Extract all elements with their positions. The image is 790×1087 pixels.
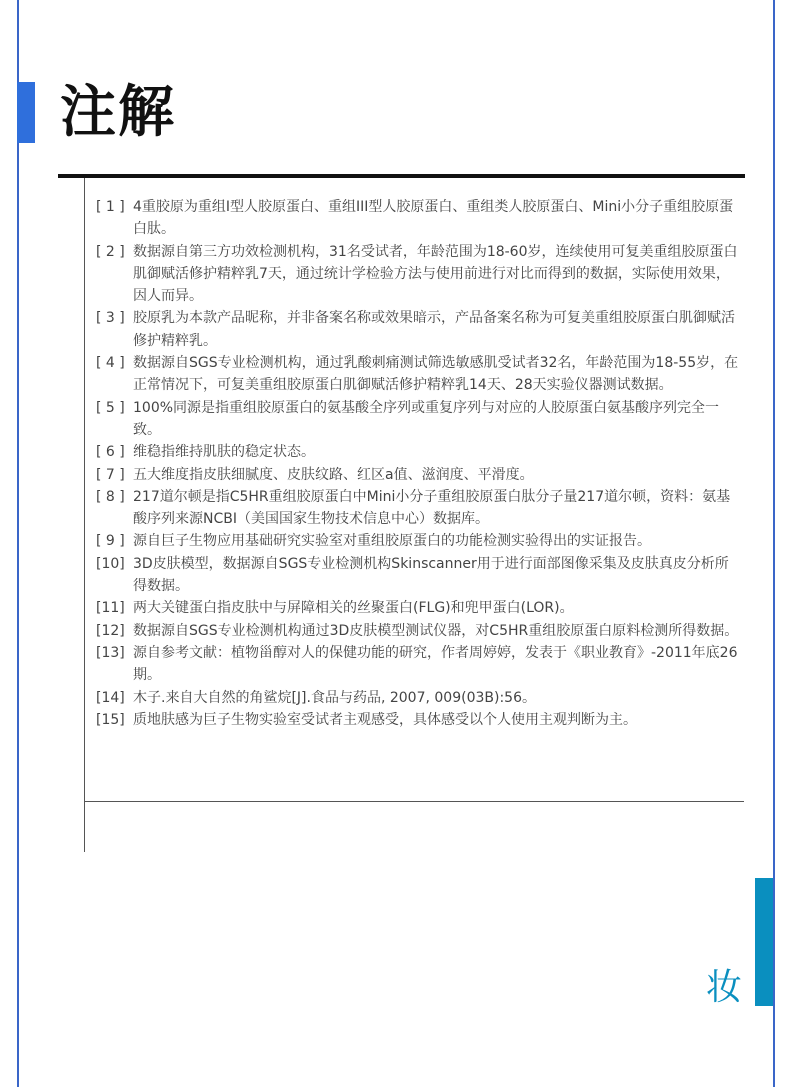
- note-number: [ 3 ]: [96, 310, 125, 327]
- note-item: [96, 709, 741, 731]
- note-text: 100%同源是指重组胶原蛋白的氨基酸全序列或重复序列与对应的人胶原蛋白氨基酸序列完全一致。: [133, 399, 720, 438]
- note-number: [15]: [96, 711, 125, 728]
- note-number: [11]: [96, 600, 125, 617]
- note-text: 217道尔顿是指C5HR重组胶原蛋白中Mini小分子重组胶原蛋白肽分子量217道尔顿，资料：氨基酸序列来源NCBI（美国国家生物技术信息中心）数据库。: [133, 488, 731, 528]
- title-divider: [58, 174, 745, 178]
- note-number: [ 1 ]: [96, 199, 125, 215]
- note-item: [96, 307, 741, 352]
- note-item: [96, 642, 741, 687]
- note-item: [96, 241, 741, 308]
- note-number: [ 2 ]: [96, 243, 125, 260]
- note-number: [14]: [96, 689, 125, 706]
- note-text: 数据源自SGS专业检测机构，通过乳酸刺痛测试筛选敏感肌受试者32名，年龄范围为18-55岁，在正常情况下，可复美重组胶原蛋白肌御赋活修护精粹乳14天、28天实验仪器测试数据。: [133, 355, 739, 394]
- note-item: [96, 196, 741, 241]
- note-number: [ 6 ]: [96, 444, 125, 461]
- note-item: [96, 597, 741, 619]
- left-frame-line: [17, 0, 19, 1087]
- note-text: 源自巨子生物应用基础研究实验室对重组胶原蛋白的功能检测实验得出的实证报告。: [133, 533, 651, 550]
- note-number: [ 4 ]: [96, 355, 125, 372]
- note-item: [96, 553, 741, 598]
- note-text: 胶原乳为本款产品昵称，并非备案名称或效果暗示，产品备案名称为可复美重组胶原蛋白肌御赋活修护精粹乳。: [133, 310, 735, 349]
- note-text: 维稳指维持肌肤的稳定状态。: [133, 444, 315, 461]
- note-text: 木子.来自大自然的角鲨烷[J].食品与药品, 2007, 009(03B):56。: [133, 689, 536, 706]
- note-text: 3D皮肤模型，数据源自SGS专业检测机构Skinscanner用于进行面部图像采集及皮肤真皮分析所得数据。: [133, 555, 729, 595]
- note-text: 数据源自SGS专业检测机构通过3D皮肤模型测试仪器，对C5HR重组胶原蛋白原料检测所得数据。: [133, 622, 739, 639]
- page-title: 注解: [60, 80, 176, 145]
- notes-list: [96, 196, 741, 731]
- note-text: 两大关键蛋白指皮肤中与屏障相关的丝聚蛋白(FLG)和兜甲蛋白(LOR)。: [133, 600, 574, 617]
- note-text: 五大维度指皮肤细腻度、皮肤纹路、红区a值、滋润度、平滑度。: [133, 466, 534, 483]
- note-text: 4重胶原为重组I型人胶原蛋白、重组III型人胶原蛋白、重组类人胶原蛋白、Mini小分子重组胶原蛋白肽。: [133, 199, 734, 238]
- note-number: [13]: [96, 644, 125, 661]
- note-item: [96, 441, 741, 463]
- notes-bottom-rule: [84, 801, 744, 802]
- note-item: [96, 397, 741, 442]
- note-number: [ 9 ]: [96, 533, 125, 550]
- note-number: [ 5 ]: [96, 399, 125, 416]
- note-number: [ 7 ]: [96, 466, 125, 483]
- note-item: [96, 620, 741, 642]
- note-item: [96, 486, 741, 531]
- note-item: [96, 352, 741, 397]
- side-accent-tab: [755, 878, 773, 1006]
- note-item: [96, 687, 741, 709]
- right-frame-line: [773, 0, 775, 1087]
- note-item: [96, 530, 741, 552]
- note-number: [10]: [96, 555, 125, 572]
- note-text: 源自参考文献：植物甾醇对人的保健功能的研究，作者周婷婷，发表于《职业教育》-2011年底26期。: [133, 644, 738, 684]
- note-text: 质地肤感为巨子生物实验室受试者主观感受，具体感受以个人使用主观判断为主。: [133, 711, 637, 728]
- side-label: 妆: [706, 967, 743, 1008]
- title-accent-bar: [17, 82, 35, 143]
- note-number: [12]: [96, 622, 125, 639]
- notes-vertical-rule: [84, 178, 85, 852]
- note-text: 数据源自第三方功效检测机构，31名受试者，年龄范围为18-60岁，连续使用可复美重组胶原蛋白肌御赋活修护精粹乳7天，通过统计学检验方法与使用前进行对比而得到的数据，实际使用效果，因人而异。: [133, 243, 738, 305]
- note-item: [96, 464, 741, 486]
- note-number: [ 8 ]: [96, 488, 125, 505]
